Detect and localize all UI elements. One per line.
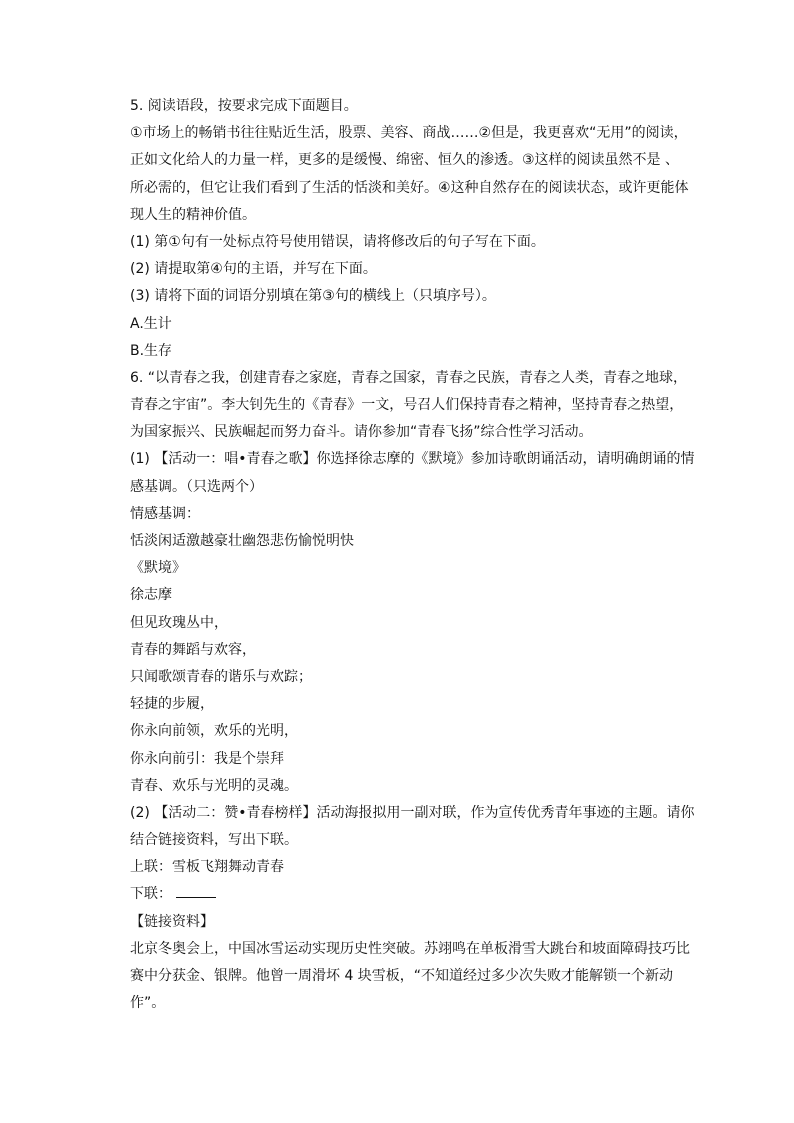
answer-blank xyxy=(176,883,216,898)
poem-line: 你永向前领，欢乐的光明， xyxy=(130,723,298,740)
activity-2-prompt: (2) 【活动二：赞•青春榜样】活动海报拟用一副对联，作为宣传优秀青年事迹的主题。请你 xyxy=(130,804,695,821)
poem-author: 徐志摩 xyxy=(130,587,172,604)
poem-line: 但见玫瑰丛中， xyxy=(130,614,228,631)
question-6-heading: 6. “以青春之我，创建青春之家庭，青春之国家，青春之民族，青春之人类，青春之地球， xyxy=(130,369,688,386)
emotion-label: 情感基调： xyxy=(130,505,200,522)
emotion-options: 恬淡闲适激越豪壮幽怨悲伤愉悦明快 xyxy=(130,533,354,549)
question-6-line: 青春之宇宙”。李大钊先生的《青春》一文，号召人们保持青春之精神，坚持青春之热望， xyxy=(130,397,684,414)
activity-2-prompt: 结合链接资料，写出下联。 xyxy=(130,832,298,849)
link-material-heading: 【链接资料】 xyxy=(130,913,214,930)
option-b: B.生存 xyxy=(130,342,173,359)
upper-couplet: 上联：雪板飞翔舞动青春 xyxy=(130,859,284,876)
link-material-line: 作”。 xyxy=(130,995,166,1012)
poem-line: 你永向前引：我是个崇拜 xyxy=(130,750,284,767)
passage-line: 正如文化给人的力量一样，更多的是缓慢、绵密、恒久的渗透。③这样的阅读虽然不是 、 xyxy=(130,152,679,169)
poem-line: 轻捷的步履， xyxy=(130,696,214,713)
poem-line: 青春的舞蹈与欢容， xyxy=(130,641,256,658)
link-material-line: 北京冬奥会上，中国冰雪运动实现历史性突破。苏翊鸣在单板滑雪大跳台和坡面障碍技巧比 xyxy=(130,940,690,957)
passage-line: ①市场上的畅销书往往贴近生活，股票、美容、商战……②但是，我更喜欢“无用”的阅读， xyxy=(130,125,688,142)
activity-1-prompt: (1) 【活动一：唱•青春之歌】你选择徐志摩的《默境》参加诗歌朗诵活动，请明确朗诵的情 xyxy=(130,451,695,468)
option-a: A.生计 xyxy=(130,315,172,332)
passage-line: 现人生的精神价值。 xyxy=(130,206,256,223)
poem-title: 《默境》 xyxy=(130,560,186,577)
question-5-heading: 5. 阅读语段，按要求完成下面题目。 xyxy=(130,98,358,114)
poem-line: 青春、欢乐与光明的灵魂。 xyxy=(130,777,298,794)
document-body xyxy=(130,93,700,1017)
poem-line: 只闻歌颂青春的谐乐与欢踪； xyxy=(130,668,312,685)
passage-line: 所必需的，但它让我们看到了生活的恬淡和美好。④这种自然存在的阅读状态，或许更能体 xyxy=(130,179,689,196)
lower-couplet-label: 下联： xyxy=(130,886,172,903)
question-6-line: 为国家振兴、民族崛起而努力奋斗。请你参加“青春飞扬”综合性学习活动。 xyxy=(130,424,593,441)
sub-question-1: (1) 第①句有一处标点符号使用错误，请将修改后的句子写在下面。 xyxy=(130,233,545,250)
activity-1-prompt: 感基调。（只选两个） xyxy=(130,478,263,495)
lower-couplet xyxy=(130,881,700,908)
link-material-line: 赛中分获金、银牌。他曾一周滑坏 4 块雪板，“不知道经过多少次失败才能解锁一个新动 xyxy=(130,968,674,984)
sub-question-3: (3) 请将下面的词语分别填在第③句的横线上（只填序号）。 xyxy=(130,288,496,305)
sub-question-2: (2) 请提取第④句的主语，并写在下面。 xyxy=(130,261,377,278)
